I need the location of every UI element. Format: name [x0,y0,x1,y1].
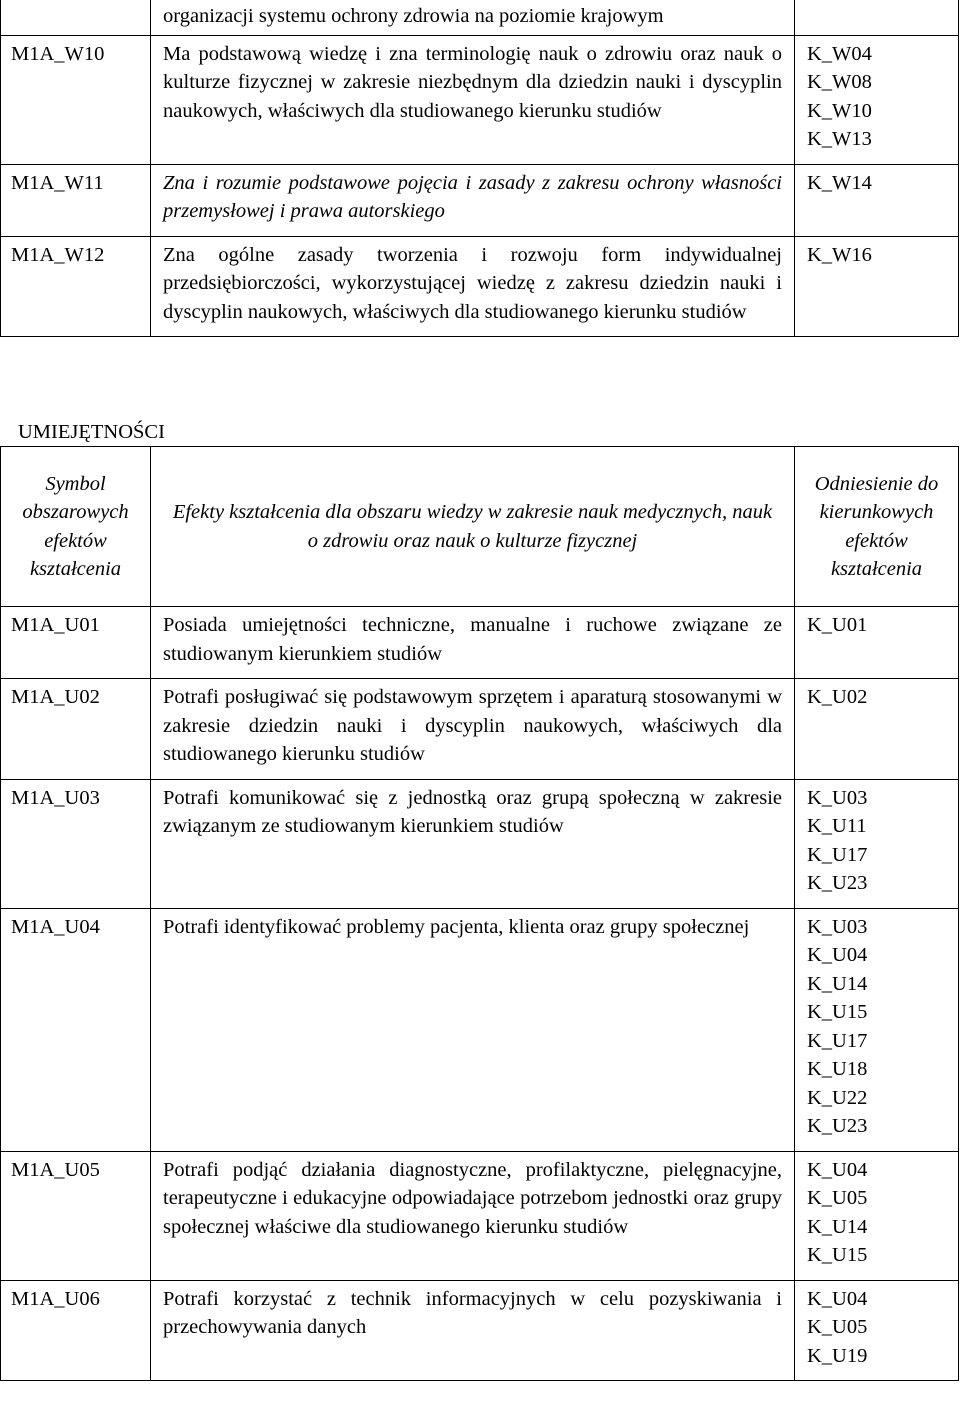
knowledge-table-body [1,0,959,337]
symbol-cell [1,779,151,908]
header-refs-cell [795,447,959,607]
description-cell [151,607,795,679]
outcome-description: Potrafi podjąć działania diagnostyczne, profilaktyczne, pielęgnacyjne, terapeutyczne i edukacyjne odpowiadające potrzebom jednostki oraz grupy społecznej właściwe dla studiowanego kierunku studiów [163,1158,782,1238]
refs-list [807,1152,954,1280]
ref-code: K_W04 [807,42,872,65]
symbol-cell [1,236,151,337]
knowledge-outcomes-table [0,0,959,337]
header-symbol-label: Symbol obszarowych efektów kształcenia [22,472,129,580]
outcome-symbol: M1A_U06 [11,1287,100,1310]
ref-code: K_U15 [807,1001,868,1023]
table-row [1,1151,959,1280]
description-cell [151,164,795,236]
outcome-description: organizacji systemu ochrony zdrowia na poziomie krajowym [163,5,664,27]
skills-table-body [1,447,959,1381]
refs-cell [795,0,959,35]
header-description-label: Efekty kształcenia dla obszaru wiedzy w zakresie nauk medycznych, nauk o zdrowiu oraz nauk o kulturze fizycznej [172,501,773,552]
symbol-cell [1,908,151,1151]
outcome-symbol: M1A_W12 [11,243,105,266]
symbol-cell [1,164,151,236]
table-row [1,0,959,35]
refs-list [807,237,954,280]
table-row [1,35,959,164]
ref-code: K_U11 [807,815,867,837]
outcome-description: Zna i rozumie podstawowe pojęcia i zasady z zakresu ochrony własności przemysłowej i prawa autorskiego [163,171,782,222]
refs-list [807,0,954,6]
refs-list [807,780,954,908]
outcome-description: Posiada umiejętności techniczne, manualne i ruchowe związane ze studiowanym kierunkiem studiów [163,614,782,665]
refs-list [807,909,954,1151]
ref-code: K_W10 [807,99,872,122]
ref-code: K_U04 [807,1287,868,1310]
ref-code: K_W08 [807,71,872,93]
ref-code: K_U02 [807,686,868,708]
refs-cell [795,236,959,337]
refs-list [807,165,954,208]
outcome-symbol: M1A_U05 [11,1158,100,1181]
outcome-symbol: M1A_W10 [11,42,105,65]
table-row [1,1280,959,1381]
refs-cell [795,908,959,1151]
ref-code: K_U04 [807,944,868,966]
refs-cell [795,164,959,236]
ref-code: K_U19 [807,1344,868,1367]
description-cell [151,908,795,1151]
refs-list [807,1281,954,1381]
description-cell [151,1151,795,1280]
refs-cell [795,679,959,780]
ref-code: K_U03 [807,915,868,938]
ref-code: K_U14 [807,1215,868,1238]
ref-code: K_U05 [807,1316,868,1338]
refs-cell [795,1280,959,1381]
skills-table-header-row [1,447,959,607]
skills-outcomes-table [0,446,959,1381]
header-refs-label: Odniesienie do kierunkowych efektów kształcenia [814,472,939,580]
table-row [1,236,959,337]
ref-code: K_U03 [807,786,868,809]
ref-code: K_U14 [807,972,868,995]
description-cell [151,779,795,908]
outcome-description: Potrafi korzystać z technik informacyjnych w celu pozyskiwania i przechowywania danych [163,1287,782,1338]
outcome-symbol: M1A_U02 [11,686,100,708]
ref-code: K_W13 [807,128,872,150]
outcome-description: Potrafi identyfikować problemy pacjenta, klienta oraz grupy społecznej [163,915,750,938]
refs-cell [795,1151,959,1280]
outcome-description: Potrafi posługiwać się podstawowym sprzętem i aparaturą stosowanymi w zakresie dziedzin nauki i dyscyplin naukowych, właściwych dla studiowanego kierunku studiów [163,686,782,765]
description-cell [151,0,795,35]
refs-list [807,36,954,164]
symbol-cell [1,0,151,35]
table-row [1,779,959,908]
header-description-cell [151,447,795,607]
section-title-skills: UMIEJĘTNOŚCI [18,421,165,443]
outcome-symbol: M1A_U01 [11,614,100,636]
outcome-description: Ma podstawową wiedzę i zna terminologię nauk o zdrowiu oraz nauk o kulturze fizycznej w zakresie niezbędnym dla dziedzin nauki i dyscyplin naukowych, właściwych dla studiowanego kierunku studiów [163,42,782,122]
symbol-cell [1,679,151,780]
ref-code: K_W14 [807,171,872,194]
symbol-cell [1,1151,151,1280]
table-row [1,607,959,679]
ref-code: K_U17 [807,1029,868,1052]
description-cell [151,1280,795,1381]
ref-code: K_U05 [807,1187,868,1209]
refs-list [807,607,954,650]
outcome-symbol: M1A_U04 [11,915,100,938]
refs-cell [795,35,959,164]
table-row [1,908,959,1151]
refs-cell [795,779,959,908]
description-cell [151,35,795,164]
refs-list [807,679,954,722]
table-row [1,679,959,780]
table-row [1,164,959,236]
ref-code: K_U15 [807,1244,868,1266]
outcome-symbol: M1A_W11 [11,171,104,194]
ref-code: K_U04 [807,1158,868,1181]
header-symbol-cell [1,447,151,607]
symbol-cell [1,35,151,164]
ref-code: K_U18 [807,1058,868,1080]
description-cell [151,679,795,780]
ref-code: K_U23 [807,872,868,894]
symbol-cell [1,607,151,679]
outcome-symbol: M1A_U03 [11,786,100,809]
ref-code: K_U23 [807,1115,868,1137]
refs-cell [795,607,959,679]
outcome-description: Zna ogólne zasady tworzenia i rozwoju form indywidualnej przedsiębiorczości, wykorzystującej wiedzę z zakresu dziedzin nauki i dyscyplin naukowych, właściwych dla studiowanego kierunku studiów [163,243,782,323]
ref-code: K_U01 [807,614,868,636]
ref-code: K_W16 [807,243,872,266]
symbol-cell [1,1280,151,1381]
ref-code: K_U22 [807,1086,868,1109]
outcome-symbol [11,0,144,6]
outcome-description: Potrafi komunikować się z jednostką oraz grupą społeczną w zakresie związanym ze studiowanym kierunkiem studiów [163,786,782,837]
ref-code: K_U17 [807,843,868,866]
description-cell [151,236,795,337]
